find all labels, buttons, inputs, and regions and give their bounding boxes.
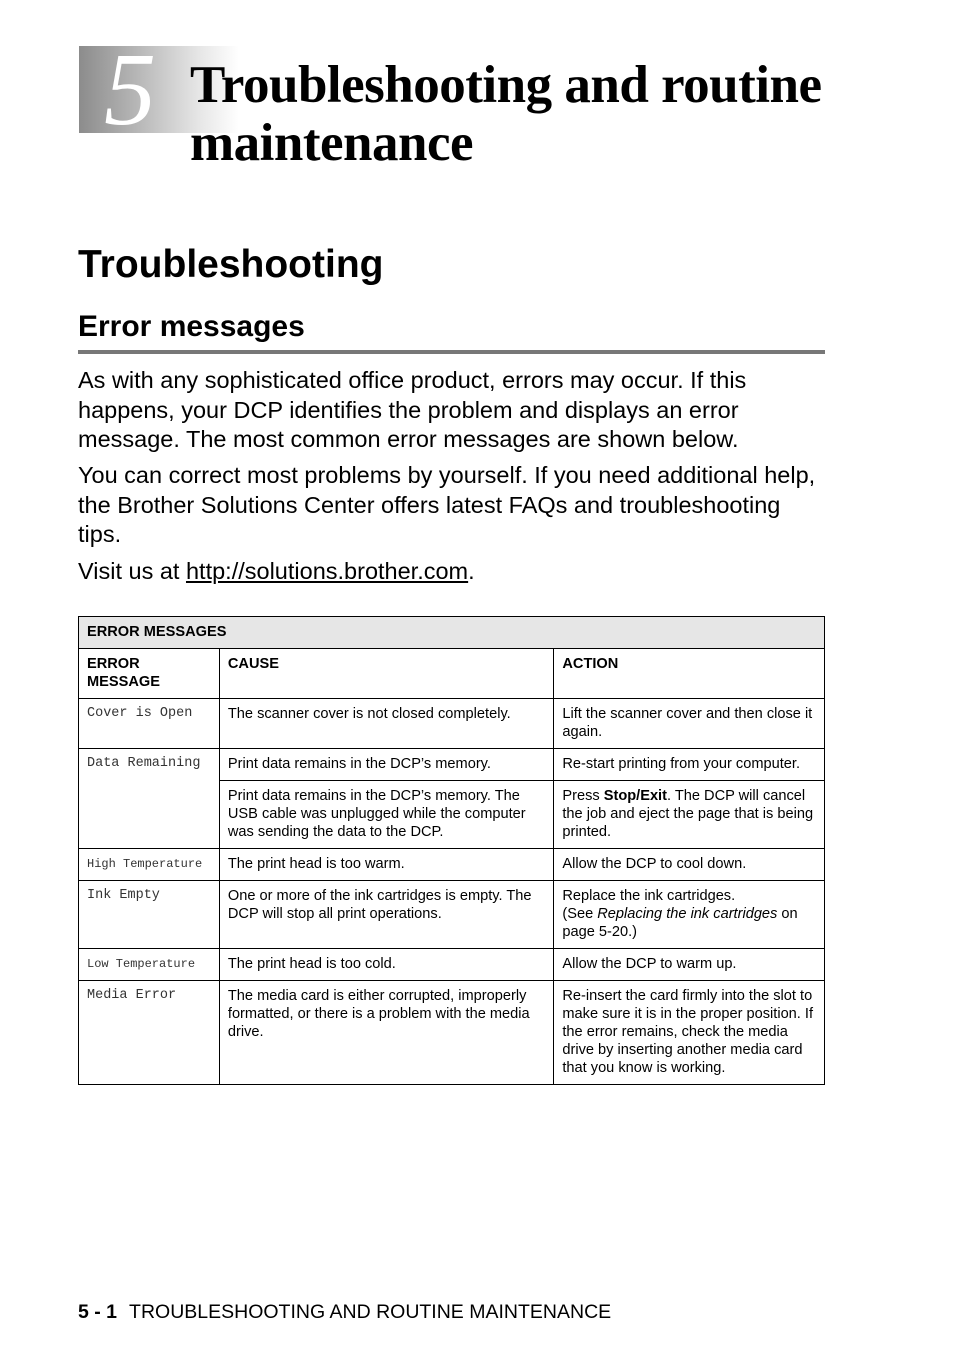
action-prefix: Press xyxy=(562,788,604,804)
subsection-rule xyxy=(78,350,825,354)
table-row xyxy=(79,949,825,981)
error-cell: Data Remaining xyxy=(79,749,220,849)
cause-cell: The scanner cover is not closed completely. xyxy=(219,699,553,749)
help-paragraph: You can correct most problems by yourself. If you need additional help, the Brother Solutions Center offers latest FAQs and troubleshooting tips. xyxy=(78,462,816,547)
table-header-row xyxy=(79,649,825,699)
action-suffix: . The DCP will cancel the job and eject the page that is being printed. xyxy=(562,788,814,840)
action-cell: Allow the DCP to warm up. xyxy=(554,949,825,981)
table-row xyxy=(79,699,825,749)
error-cell: High Temperature xyxy=(79,849,220,881)
cause-cell: The media card is either corrupted, improperly formatted, or there is a problem with the media drive. xyxy=(219,981,553,1085)
cause-cell: The print head is too cold. xyxy=(219,949,553,981)
action-cell xyxy=(554,881,825,949)
table-row xyxy=(79,849,825,881)
chapter-number: 5 xyxy=(104,32,156,147)
chapter-title-line1: Troubleshooting and routine xyxy=(190,56,822,114)
section-title: Troubleshooting xyxy=(78,243,384,286)
action-cell xyxy=(554,781,825,849)
table-row xyxy=(79,749,825,781)
action-end: on page 5-20.) xyxy=(562,906,798,940)
cause-cell: Print data remains in the DCP’s memory. xyxy=(219,749,553,781)
cause-cell: Print data remains in the DCP’s memory. The USB cable was unplugged while the computer was sending the data to the DCP. xyxy=(219,781,553,849)
footer-chapter-title: TROUBLESHOOTING AND ROUTINE MAINTENANCE xyxy=(129,1301,612,1323)
table-row xyxy=(79,881,825,949)
table-row xyxy=(79,981,825,1085)
visit-prefix: Visit us at xyxy=(78,558,186,584)
error-messages-table xyxy=(78,616,825,1085)
visit-paragraph xyxy=(78,557,828,587)
error-cell: Low Temperature xyxy=(79,949,220,981)
intro-paragraph: As with any sophisticated office product, errors may occur. If this happens, your DCP identifies the problem and displays an error message. The most common error messages are shown below. xyxy=(78,367,747,452)
subsection-title: Error messages xyxy=(78,310,305,343)
action-cell: Lift the scanner cover and then close it again. xyxy=(554,699,825,749)
error-cell: Cover is Open xyxy=(79,699,220,749)
action-cell: Re-insert the card firmly into the slot to make sure it is in the proper position. If the error remains, check the media drive by inserting another media card that you know is working. xyxy=(554,981,825,1085)
action-cell: Re-start printing from your computer. xyxy=(554,749,825,781)
chapter-title-line2: maintenance xyxy=(190,114,474,172)
solutions-link[interactable]: http://solutions.brother.com xyxy=(185,558,469,584)
header-cause: CAUSE xyxy=(219,649,553,699)
cause-cell: The print head is too warm. xyxy=(219,849,553,881)
action-see: (See xyxy=(562,906,598,922)
visit-suffix: . xyxy=(468,558,475,584)
table-title: ERROR MESSAGES xyxy=(79,617,825,649)
cause-cell: One or more of the ink cartridges is empty. The DCP will stop all print operations. xyxy=(219,881,553,949)
error-cell: Media Error xyxy=(79,981,220,1085)
stop-exit-key: Stop/Exit xyxy=(603,788,667,804)
error-cell: Ink Empty xyxy=(79,881,220,949)
page-footer xyxy=(78,1300,611,1324)
action-line1: Replace the ink cartridges. xyxy=(562,888,736,904)
header-action: ACTION xyxy=(554,649,825,699)
page-number: 5 - 1 xyxy=(78,1301,118,1323)
chapter-title xyxy=(190,56,890,172)
header-error-message: ERROR MESSAGE xyxy=(79,649,220,699)
cross-reference: Replacing the ink cartridges xyxy=(597,906,778,922)
action-cell: Allow the DCP to cool down. xyxy=(554,849,825,881)
